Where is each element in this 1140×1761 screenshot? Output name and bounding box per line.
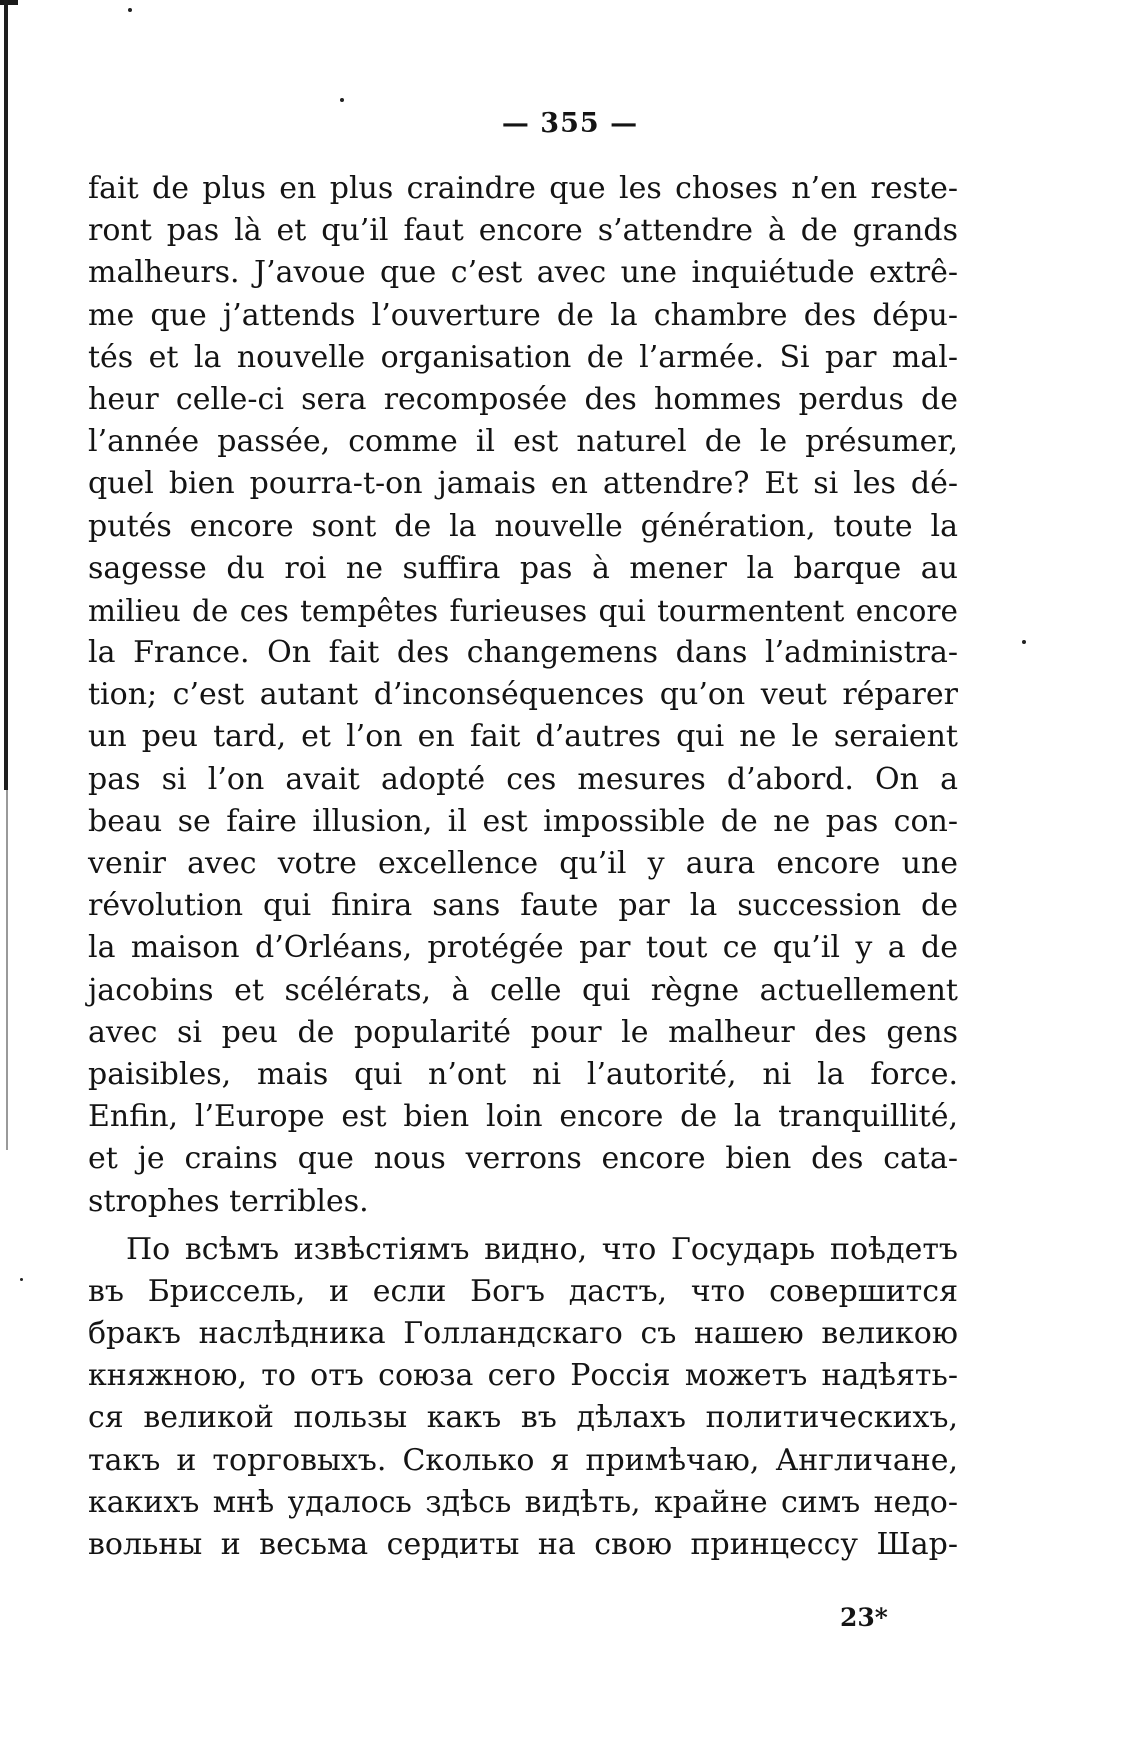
scan-speck [128,8,132,12]
text-line: l’année passée, comme il est naturel de le présumer, [88,424,958,460]
text-line: jacobins et scélérats, à celle qui règne actuellement [88,972,958,1008]
text-line: révolution qui finira sans faute par la succession de [88,888,958,924]
scan-speck [340,98,344,102]
text-line: un peu tard, et l’on en fait d’autres qui ne le seraient [88,719,958,755]
text-line: pas si l’on avait adopté ces mesures d’abord. On a [88,761,958,797]
page-body [88,168,958,1566]
text-line: ся великой пользы какъ въ дѣлахъ политическихъ, [88,1400,958,1436]
text-line: la France. On fait des changemens dans l’administra- [88,635,958,671]
text-line: putés encore sont de la nouvelle génération, toute la [88,508,958,544]
signature-mark: 23* [840,1603,888,1632]
text-line: ront pas là et qu’il faut encore s’attendre à de grands [88,213,958,249]
scan-speck [20,1278,23,1281]
text-line: княжною, то отъ союза сего Россія можетъ надѣять- [88,1358,958,1394]
text-line: fait de plus en plus craindre que les choses n’en reste- [88,171,958,206]
text-line: beau se faire illusion, il est impossible de ne pas con- [88,803,958,839]
page-number: — 355 — [501,108,639,139]
text-line: heur celle-ci sera recomposée des hommes perdus de [88,381,958,417]
text-line: tés et la nouvelle organisation de l’armée. Si par mal- [88,339,958,375]
text-line: paisibles, mais qui n’ont ni l’autorité, ni la force. [88,1056,958,1092]
text-line: la maison d’Orléans, protégée par tout ce qu’il y a de [88,930,958,966]
text-line: venir avec votre excellence qu’il y aura encore une [88,846,958,881]
text-line: sagesse du roi ne suffira pas à mener la barque au [88,550,958,586]
text-line: quel bien pourra-t-on jamais en attendre? Et si les dé- [88,466,958,502]
text-line: tion; c’est autant d’inconséquences qu’on veut réparer [88,677,958,713]
paragraph-russian [88,1229,958,1567]
text-line: me que j’attends l’ouverture de la chambre des dépu- [88,297,958,333]
text-line: milieu de ces tempêtes furieuses qui tourmentent encore [88,593,958,628]
text-line: et je crains que nous verrons encore bien des cata- [88,1141,958,1177]
text-line: бракъ наслѣдника Голландскаго съ нашею великою [88,1316,958,1352]
text-line: malheurs. J’avoue que c’est avec une inquiétude extrê- [88,255,958,291]
scan-edge-top [0,0,18,5]
text-line: avec si peu de popularité pour le malheur des gens [88,1014,958,1050]
paragraph-french [88,168,958,1223]
text-line: Enfin, l’Europe est bien loin encore de la tranquillité, [88,1099,958,1135]
text-line: какихъ мнѣ удалось здѣсь видѣть, крайне симъ недо- [88,1484,958,1520]
scan-speck [1022,640,1026,644]
text-line: вольны и весьма сердиты на свою принцессу Шар- [88,1527,958,1562]
text-line: По всѣмъ извѣстіямъ видно, что Государь поѣдетъ [126,1231,958,1267]
text-line: въ Бриссель, и если Богъ дастъ, что совершится [88,1273,958,1309]
text-line: strophes terribles. [88,1183,369,1219]
scan-edge-left-lower [6,790,8,1150]
text-line: такъ и торговыхъ. Сколько я примѣчаю, Англичане, [88,1442,958,1478]
